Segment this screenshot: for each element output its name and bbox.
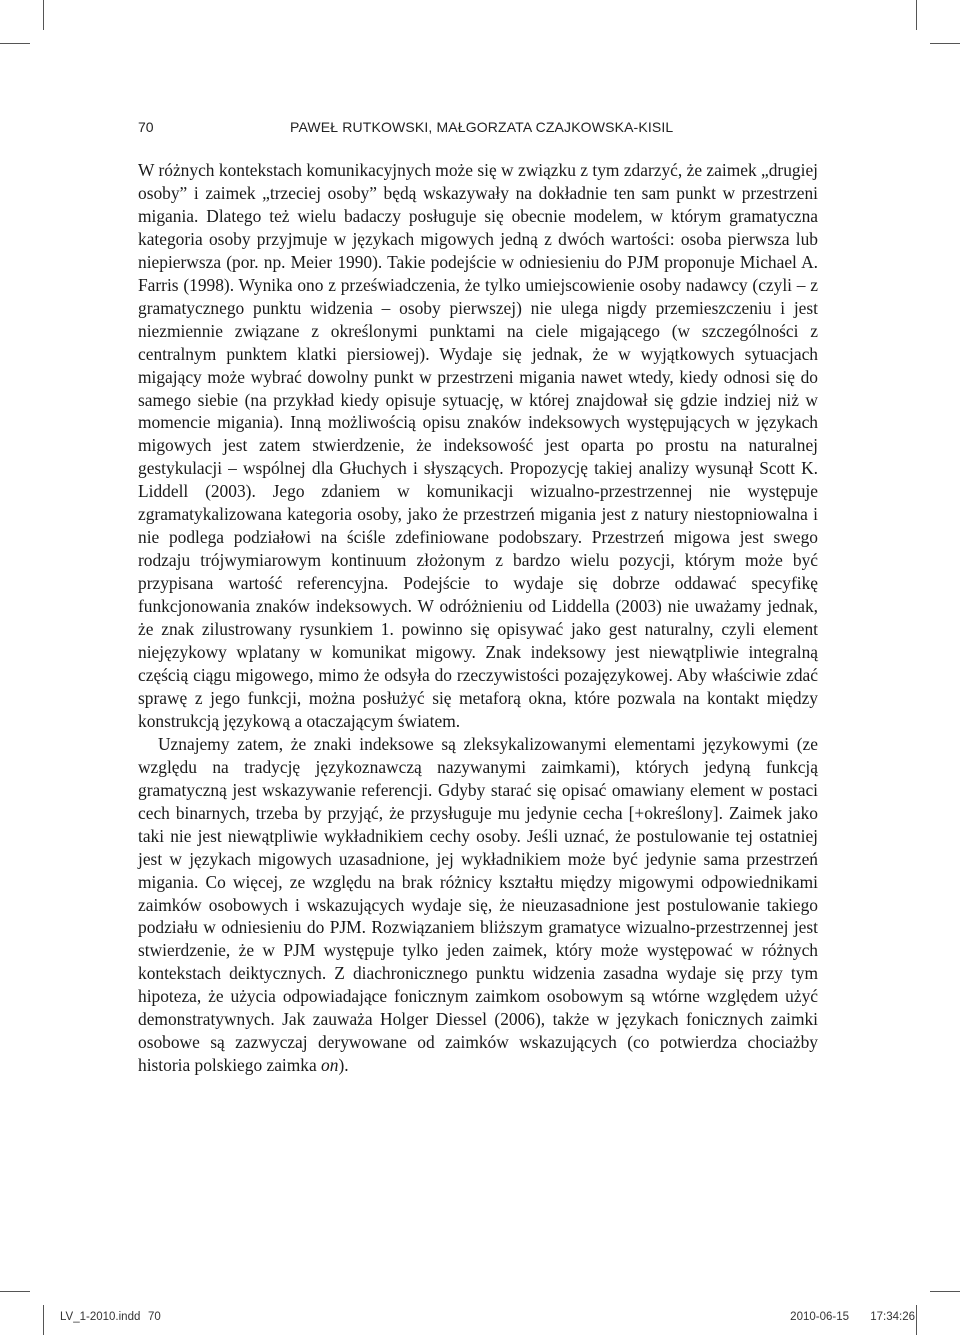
crop-mark (916, 1305, 917, 1335)
paragraph-text: ). (338, 1055, 349, 1076)
crop-mark (43, 1305, 44, 1335)
crop-mark (0, 1291, 30, 1292)
crop-mark (0, 43, 30, 44)
crop-mark (43, 0, 44, 30)
header-authors: PAWEŁ RUTKOWSKI, MAŁGORZATA CZAJKOWSKA-KISIL (290, 119, 674, 135)
slug-page: 70 (148, 1311, 161, 1323)
body-text (138, 159, 818, 1077)
crop-mark (930, 43, 960, 44)
italic-term: on (321, 1055, 339, 1076)
slug-date: 2010-06-15 (790, 1311, 849, 1323)
page-number: 70 (138, 119, 154, 135)
paragraph-text: Uznajemy zatem, że znaki indeksowe są zleksykalizowanymi elementami językowymi (ze względu na tradycję językoznawczą nazywanymi zaimkami), których jedyną funkcją gramatyczną jest wskazywanie referencji. Gdyby starać się opisać omawiany element w postaci cech binarnych, trzeba by przyjąć, że przysługuje mu jedynie cecha [+określony]. Zaimek jako taki nie jest niewątpliwie wykładnikiem cechy osoby. Jeśli uznać, że postulowanie tej ostatniej jest w językach migowych uzasadnione, jej wykładnikiem może być jedynie sama przestrzeń migania. Co więcej, ze względu na brak różnicy kształtu między migowymi odpowiednikami zaimków osobowych i wskazujących wydaje się, że nieuzasadnione jest postulowanie takiego podziału w odniesieniu do PJM. Rozwiązaniem bliższym gramatyce wizualno-przestrzennej jest stwierdzenie, że w PJM występuje tylko jeden zaimek, który może występować w różnych kontekstach deiktycznych. Z diachronicznego punktu widzenia zasadna wydaje się przy tym hipoteza, że użycia odpowiadające fonicznym zaimkom osobowym są wtórne względem użyć demonstratywnych. Jak zauważa Holger Diessel (2006), także w językach fonicznych zaimki osobowe są zazwyczaj derywowane od zaimków wskazujących (co potwierdza chociażby historia polskiego zaimka (138, 733, 818, 1076)
paragraph: W różnych kontekstach komunikacyjnych może się w związku z tym zdarzyć, że zaimek „drugiej osoby” i zaimek „trzeciej osoby” będą wskazywały na dokładnie ten sam punkt w przestrzeni migania. Dlatego też wielu badaczy posługuje się obecnie modelem, w którym gramatyczna kategoria osoby przyjmuje w językach migowych jedną z dwóch wartości: osoba pierwsza lub niepierwsza (por. np. Meier 1990). Takie podejście w odniesieniu do PJM proponuje Michael A. Farris (1998). Wynika ono z przeświadczenia, że tylko umiejscowienie osoby nadawcy (czyli – z gramatycznego punktu widzenia – osoby pierwszej) nie ulega nigdy przemieszczeniu i jest niezmiennie związane z określonymi punktami na ciele migającego (w szczególności z centralnym punktem klatki piersiowej). Wydaje się jednak, że w wyjątkowych sytuacjach migający może wybrać dowolny punkt w przestrzeni migania nawet wtedy, kiedy odnosi się do samego siebie (na przykład kiedy opisuje sytuację, w której znajdował się gdzie indziej niż w momencie migania). Inną możliwością opisu znaków indeksowych występujących w językach migowych jest zatem stwierdzenie, że indeksowość jest oparta po prostu na naturalnej gestykulacji – wspólnej dla Głuchych i słyszących. Propozycję takiej analizy wysunął Scott K. Liddell (2003). Jego zdaniem w komunikacji wizualno-przestrzennej nie występuje zgramatykalizowana kategoria osoby, jako że przestrzeń migania jest z natury niestopniowalna i nie podlega podziałowi na ściśle zdefiniowane podobszary. Przestrzeń migowa jest swego rodzaju trójwymiarowym kontinuum złożonym z bardzo wielu pozycji, którym może być przypisana wartość referencyjna. Podejście to wydaje się dobrze oddawać specyfikę funkcjonowania znaków indeksowych. W odróżnieniu od Liddella (2003) nie uważamy jednak, że znak zilustrowany rysunkiem 1. powinno się opisywać jako gest naturalny, czyli element niejęzykowy wplatany w komunikat migowy. Znak indeksowy jest niewątpliwie integralną częścią ciągu migowego, mimo że odsyła do rzeczywistości pozajęzykowej. Aby właściwie zdać sprawę z jego funkcji, można posłużyć się metaforą okna, które pozwala na kontakt między konstrukcją językową a otaczającym światem. (138, 160, 818, 731)
crop-mark (930, 1291, 960, 1292)
slug-time: 17:34:26 (870, 1311, 915, 1323)
print-slug (60, 1311, 915, 1327)
slug-filename: LV_1-2010.indd (60, 1311, 141, 1323)
paragraph (138, 733, 818, 1077)
crop-mark (916, 0, 917, 30)
running-header (138, 119, 818, 139)
